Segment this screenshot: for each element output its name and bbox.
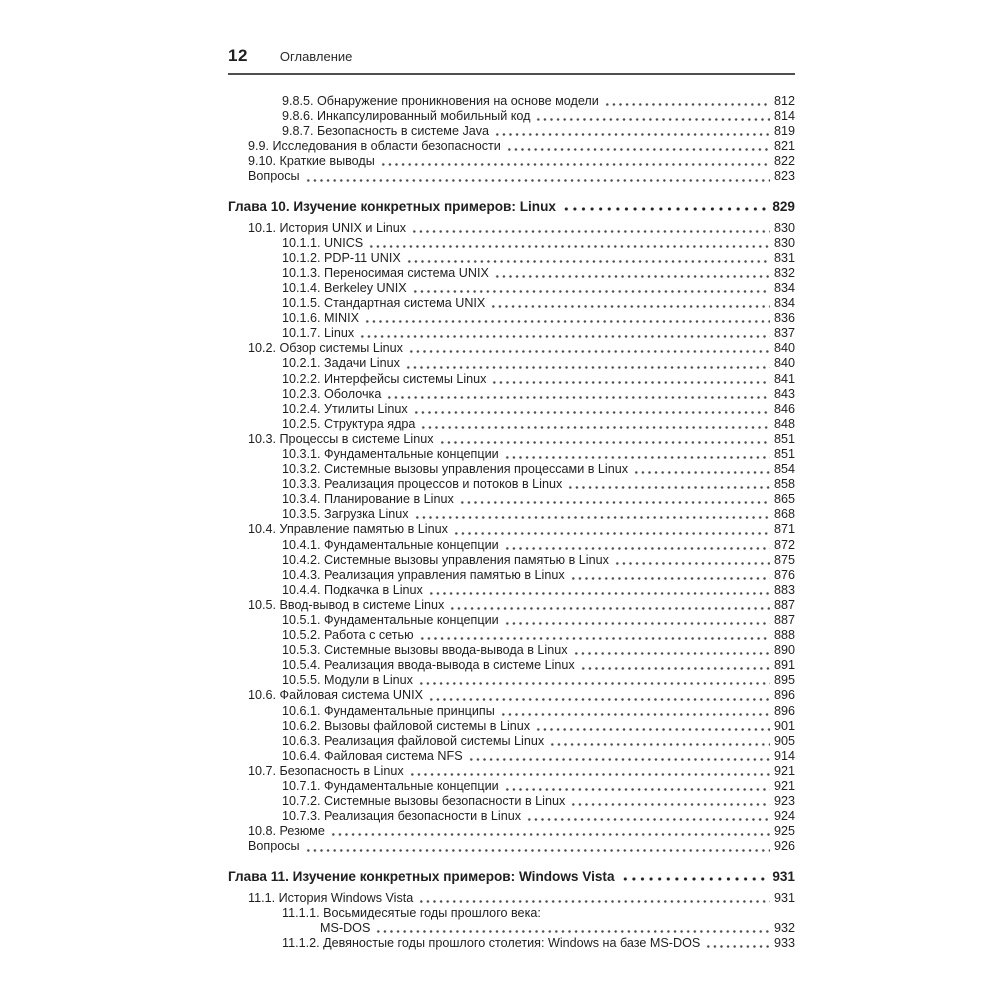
dot-leader [438, 432, 770, 447]
dot-leader [579, 658, 770, 673]
toc-entry-page: 832 [773, 265, 795, 280]
dot-leader [613, 553, 770, 568]
toc-entry [228, 906, 795, 921]
toc-entry-label: 9.10. Краткие выводы [248, 154, 375, 169]
dot-leader [379, 154, 770, 169]
dot-leader [417, 673, 770, 688]
toc-entry-page: 931 [773, 890, 795, 905]
toc-entry-label: 9.8.6. Инкапсулированный мобильный код [282, 109, 531, 124]
dot-leader [329, 824, 770, 839]
dot-leader [419, 417, 770, 432]
toc-entry-label: 11.1. История Windows Vista [248, 890, 414, 905]
chapter-heading [228, 868, 795, 885]
page-number: 12 [228, 46, 248, 65]
dot-leader [358, 326, 770, 341]
toc-entry-page: 841 [773, 371, 795, 386]
toc-entry [228, 553, 795, 568]
toc-entry-label: 10.3.3. Реализация процессов и потоков в Linux [282, 477, 563, 492]
dot-leader [408, 764, 770, 779]
dot-leader [427, 583, 770, 598]
chapter-heading-page: 931 [772, 868, 795, 884]
toc-entry-page: 925 [773, 824, 795, 839]
toc-entry-label: 10.2.3. Оболочка [282, 386, 382, 401]
toc-entry [228, 522, 795, 537]
toc-entry-page: 876 [773, 567, 795, 582]
toc-entry-page: 819 [773, 124, 795, 139]
dot-leader [569, 568, 770, 583]
toc-entry [228, 568, 795, 583]
toc-entry [228, 326, 795, 341]
toc-entry-label: 9.8.5. Обнаружение проникновения на основе модели [282, 94, 599, 108]
chapter-heading-label: Глава 11. Изучение конкретных примеров: Windows Vista [228, 868, 615, 884]
toc-entry-continuation [228, 921, 795, 936]
toc-entry-page: 901 [773, 718, 795, 733]
toc-entry-page: 865 [773, 492, 795, 507]
toc-entry-page: 848 [773, 416, 795, 431]
toc-entry-label: 10.3.5. Загрузка Linux [282, 507, 409, 522]
dot-leader [417, 891, 770, 906]
toc-entry-label: 10.1.3. Переносимая система UNIX [282, 265, 489, 280]
toc-entry-page: 834 [773, 280, 795, 295]
dot-leader [534, 719, 770, 734]
toc-entry [228, 477, 795, 492]
toc-entry-label: 10.7.3. Реализация безопасности в Linux [282, 809, 522, 824]
dot-leader [619, 868, 769, 885]
toc-entry-label: 10.4.1. Фундаментальные концепции [282, 537, 499, 552]
toc-entry [228, 583, 795, 598]
dot-leader [407, 341, 770, 356]
dot-leader [404, 356, 770, 371]
table-of-contents [228, 94, 795, 951]
toc-entry-page: 858 [773, 477, 795, 492]
toc-entry [228, 432, 795, 447]
dot-leader [363, 311, 770, 326]
dot-leader [493, 266, 770, 281]
dot-leader [505, 139, 770, 154]
toc-entry-page: 871 [773, 522, 795, 537]
toc-entry [228, 891, 795, 906]
toc-entry [228, 387, 795, 402]
toc-entry-label: 10.3. Процессы в системе Linux [248, 431, 434, 446]
toc-entry-page: 872 [773, 537, 795, 552]
toc-entry [228, 613, 795, 628]
toc-entry [228, 221, 795, 236]
toc-entry [228, 154, 795, 169]
book-page [228, 46, 795, 951]
toc-entry [228, 704, 795, 719]
toc-entry-page: 895 [773, 673, 795, 688]
toc-entry-page: 837 [773, 326, 795, 341]
toc-entry [228, 719, 795, 734]
toc-entry [228, 779, 795, 794]
toc-entry [228, 749, 795, 764]
toc-entry [228, 764, 795, 779]
toc-entry-page: 846 [773, 401, 795, 416]
toc-entry-page: 823 [773, 169, 795, 184]
dot-leader [489, 296, 770, 311]
toc-entry-page: 843 [773, 386, 795, 401]
toc-entry-label: 10.6.3. Реализация файловой системы Linux [282, 733, 545, 748]
dot-leader [411, 281, 770, 296]
toc-entry [228, 598, 795, 613]
toc-entry-page: 851 [773, 446, 795, 461]
toc-entry-page: 875 [773, 552, 795, 567]
dot-leader [490, 372, 770, 387]
toc-entry-page: 840 [773, 356, 795, 371]
toc-entry [228, 402, 795, 417]
dot-leader [632, 462, 770, 477]
toc-entry-page: 834 [773, 296, 795, 311]
toc-entry-label: 9.9. Исследования в области безопасности [248, 139, 501, 154]
toc-entry-label: 10.4.3. Реализация управления памятью в Linux [282, 567, 565, 582]
toc-entry-label: 10.5.5. Модули в Linux [282, 673, 413, 688]
toc-entry-label: 10.1.2. PDP-11 UNIX [282, 250, 401, 265]
dot-leader [572, 643, 770, 658]
dot-leader [603, 94, 770, 109]
toc-entry-page: 883 [773, 582, 795, 597]
toc-entry-continuation-label: MS-DOS [320, 920, 371, 935]
toc-entry [228, 296, 795, 311]
toc-entry-page: 933 [773, 935, 795, 950]
chapter-heading-page: 829 [772, 198, 795, 214]
toc-entry-label: 10.5. Ввод-вывод в системе Linux [248, 597, 445, 612]
dot-leader [418, 628, 770, 643]
dot-leader [704, 936, 770, 951]
toc-entry-label: 10.1.4. Berkeley UNIX [282, 280, 407, 295]
toc-entry-label: 10.7.2. Системные вызовы безопасности в Linux [282, 794, 566, 809]
dot-leader [569, 794, 770, 809]
toc-entry [228, 109, 795, 124]
toc-entry-label: Вопросы [248, 169, 300, 184]
toc-entry [228, 169, 795, 184]
toc-entry-label: 10.6.2. Вызовы файловой системы в Linux [282, 718, 531, 733]
toc-entry [228, 447, 795, 462]
toc-entry-page: 836 [773, 311, 795, 326]
toc-entry-label: 10.3.1. Фундаментальные концепции [282, 446, 499, 461]
dot-leader [304, 169, 770, 184]
toc-entry [228, 94, 795, 109]
toc-entry-label: 10.4.4. Подкачка в Linux [282, 582, 423, 597]
toc-entry-label: 10.1.7. Linux [282, 326, 355, 341]
toc-entry-label: 10.1.1. UNICS [282, 235, 364, 250]
toc-entry-label: 10.6.1. Фундаментальные принципы [282, 703, 495, 718]
toc-entry-page: 921 [773, 763, 795, 778]
dot-leader [503, 447, 770, 462]
dot-leader [503, 538, 770, 553]
toc-entry-label: 10.5.3. Системные вызовы ввода-вывода в Linux [282, 643, 568, 658]
chapter-heading-label: Глава 10. Изучение конкретных примеров: Linux [228, 198, 556, 214]
toc-entry-label: 10.3.2. Системные вызовы управления процессами в Linux [282, 462, 629, 477]
toc-entry [228, 417, 795, 432]
toc-entry [228, 936, 795, 951]
toc-entry-page: 887 [773, 597, 795, 612]
toc-entry [228, 372, 795, 387]
dot-leader [413, 507, 770, 522]
dot-leader [458, 492, 770, 507]
toc-entry-page: 923 [773, 794, 795, 809]
toc-entry-page: 890 [773, 643, 795, 658]
dot-leader [412, 402, 770, 417]
toc-entry-label: 10.5.1. Фундаментальные концепции [282, 613, 499, 627]
toc-entry-label: 10.7. Безопасность в Linux [248, 763, 404, 778]
toc-entry-page: 924 [773, 809, 795, 824]
dot-leader [534, 109, 770, 124]
toc-entry-page: 914 [773, 748, 795, 763]
running-head [228, 46, 795, 66]
dot-leader [374, 921, 770, 936]
toc-entry-page: 896 [773, 688, 795, 703]
toc-entry-label: 11.1.2. Девяностые годы прошлого столетия: Windows на базе MS-DOS [282, 935, 701, 950]
toc-entry-label: 10.8. Резюме [248, 824, 325, 839]
toc-entry-page: 891 [773, 658, 795, 673]
toc-entry-label: 9.8.7. Безопасность в системе Java [282, 124, 490, 139]
dot-leader [367, 236, 770, 251]
toc-entry-page: 921 [773, 779, 795, 794]
toc-entry-label: 10.5.2. Работа с сетью [282, 628, 414, 643]
toc-entry-page: 887 [773, 613, 795, 627]
toc-entry-page: 831 [773, 250, 795, 265]
toc-entry [228, 492, 795, 507]
toc-entry [228, 824, 795, 839]
toc-entry-label: 10.7.1. Фундаментальные концепции [282, 779, 499, 794]
toc-entry [228, 462, 795, 477]
toc-entry [228, 311, 795, 326]
toc-entry [228, 139, 795, 154]
toc-entry-page: 868 [773, 507, 795, 522]
toc-entry-label: Вопросы [248, 839, 300, 854]
toc-entry [228, 673, 795, 688]
chapter-heading [228, 198, 795, 215]
toc-entry-label: 10.1. История UNIX и Linux [248, 220, 407, 235]
dot-leader [405, 251, 770, 266]
toc-entry-page: 822 [773, 154, 795, 169]
toc-entry-page: 821 [773, 139, 795, 154]
dot-leader [566, 477, 770, 492]
toc-entry-page: 830 [773, 235, 795, 250]
toc-entry [228, 734, 795, 749]
toc-entry-continuation-page: 932 [773, 920, 795, 935]
toc-entry [228, 628, 795, 643]
dot-leader [410, 221, 770, 236]
dot-leader [560, 198, 768, 215]
toc-entry [228, 538, 795, 553]
dot-leader [503, 779, 770, 794]
dot-leader [304, 839, 770, 854]
toc-entry [228, 124, 795, 139]
toc-entry [228, 658, 795, 673]
dot-leader [503, 613, 770, 628]
toc-entry-label: 10.2. Обзор системы Linux [248, 341, 403, 356]
toc-entry-label: 10.4. Управление памятью в Linux [248, 522, 448, 537]
dot-leader [467, 749, 770, 764]
toc-entry-page: 854 [773, 462, 795, 477]
toc-entry-label: 11.1.1. Восьмидесятые годы прошлого века: [282, 905, 541, 920]
dot-leader [525, 809, 770, 824]
toc-entry-page: 840 [773, 341, 795, 356]
toc-entry [228, 794, 795, 809]
toc-entry-page: 888 [773, 628, 795, 643]
dot-leader [493, 124, 770, 139]
toc-entry-page: 830 [773, 220, 795, 235]
toc-entry-label: 10.1.6. MINIX [282, 311, 359, 326]
page-title: Оглавление [279, 49, 353, 64]
toc-entry [228, 356, 795, 371]
toc-entry [228, 809, 795, 824]
toc-entry [228, 341, 795, 356]
toc-entry-page: 905 [773, 733, 795, 748]
dot-leader [385, 387, 770, 402]
toc-entry-label: 10.5.4. Реализация ввода-вывода в системе Linux [282, 658, 575, 673]
header-rule [228, 73, 795, 75]
toc-entry-page: 851 [773, 431, 795, 446]
toc-entry-page: 812 [773, 94, 795, 108]
toc-entry [228, 643, 795, 658]
toc-entry-label: 10.6.4. Файловая система NFS [282, 748, 463, 763]
toc-entry-label: 10.2.5. Структура ядра [282, 416, 416, 431]
dot-leader [452, 522, 770, 537]
toc-entry-label: 10.2.4. Утилиты Linux [282, 401, 408, 416]
dot-leader [548, 734, 770, 749]
toc-entry [228, 839, 795, 854]
dot-leader [448, 598, 770, 613]
toc-entry-label: 10.6. Файловая система UNIX [248, 688, 423, 703]
toc-entry [228, 281, 795, 296]
toc-entry-page: 896 [773, 703, 795, 718]
toc-entry-label: 10.1.5. Стандартная система UNIX [282, 296, 486, 311]
toc-entry-label: 10.2.2. Интерфейсы системы Linux [282, 371, 487, 386]
toc-entry-label: 10.2.1. Задачи Linux [282, 356, 400, 371]
toc-entry-page: 814 [773, 109, 795, 124]
dot-leader [427, 688, 770, 703]
toc-entry [228, 251, 795, 266]
toc-entry [228, 507, 795, 522]
toc-entry [228, 266, 795, 281]
toc-entry [228, 236, 795, 251]
toc-entry-label: 10.4.2. Системные вызовы управления памятью в Linux [282, 552, 609, 567]
toc-entry-page: 926 [773, 839, 795, 854]
toc-entry-label: 10.3.4. Планирование в Linux [282, 492, 454, 507]
toc-entry [228, 688, 795, 703]
dot-leader [499, 704, 770, 719]
